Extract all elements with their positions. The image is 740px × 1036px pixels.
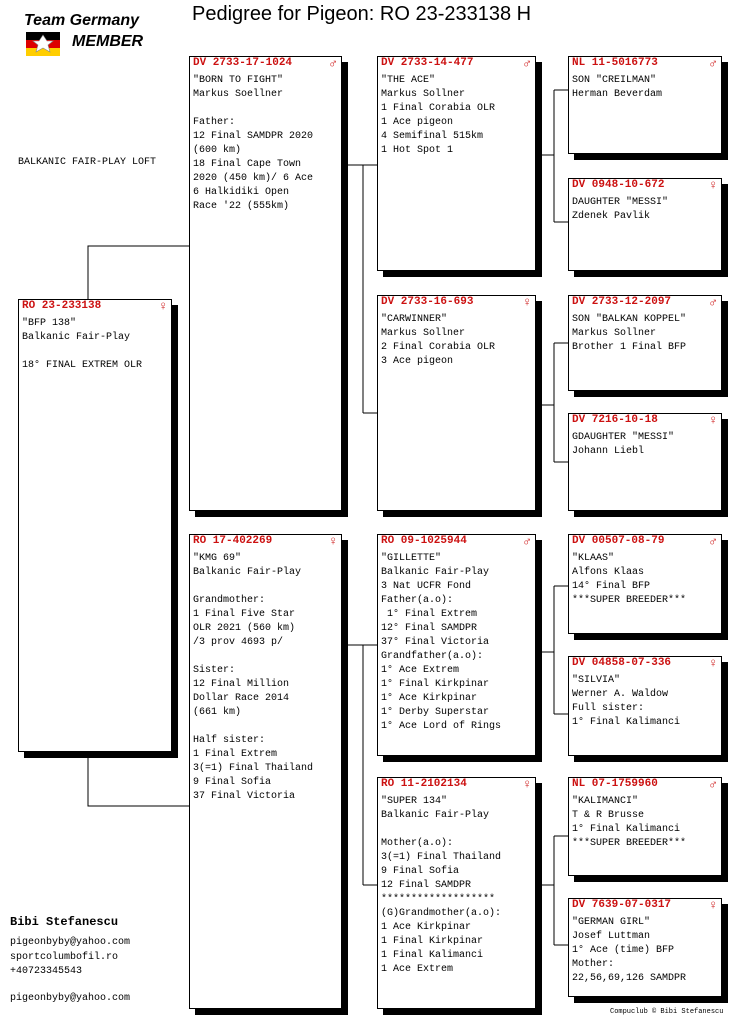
pigeon-detail-line: 1 Ace Extrem <box>381 964 454 975</box>
pigeon-card-sss <box>568 56 722 154</box>
pigeon-detail-line: 1 Ace Kirkpinar <box>381 922 472 933</box>
male-icon: ♂ <box>709 56 717 71</box>
pigeon-detail-line: SON "CREILMAN" <box>572 75 657 86</box>
female-icon: ♀ <box>523 777 531 792</box>
logo-line2: MEMBER <box>72 33 144 50</box>
pigeon-detail-line: 12 Final Million <box>193 679 290 690</box>
pigeon-detail-line: 14° Final BFP <box>572 581 651 592</box>
female-icon: ♀ <box>709 898 717 913</box>
ring-number: NL 07-1759960 <box>572 778 658 790</box>
pigeon-detail-line: Zdenek Pavlik <box>572 211 651 222</box>
ring-number: RO 09-1025944 <box>381 535 467 547</box>
pigeon-detail-line: 1° Final Extrem <box>381 609 478 620</box>
pigeon-detail-line: "SUPER 134" <box>381 796 448 807</box>
pigeon-detail-line: "SILVIA" <box>572 675 621 686</box>
pigeon-detail-line: /3 prov 4693 p/ <box>193 637 284 648</box>
pigeon-detail-line: 12 Final SAMDPR <box>381 880 472 891</box>
pigeon-detail-line: Sister: <box>193 665 236 676</box>
pigeon-detail-line: "KALIMANCI" <box>572 796 639 807</box>
pigeon-detail-line: DAUGHTER "MESSI" <box>572 197 669 208</box>
pigeon-detail-line: Father(a.o): <box>381 595 454 606</box>
pigeon-detail-line: 3 Nat UCFR Fond <box>381 581 472 592</box>
ring-number: DV 2733-16-693 <box>381 296 474 308</box>
pigeon-detail-line: "GERMAN GIRL" <box>572 917 651 928</box>
pigeon-detail-line: 1 Ace pigeon <box>381 117 454 128</box>
pigeon-card-dam-sire <box>377 534 536 756</box>
owner-email[interactable]: pigeonbyby@yahoo.com <box>10 937 131 948</box>
pigeon-detail-line: 1 Final Corabia OLR <box>381 103 496 114</box>
pigeon-detail-line: "BORN TO FIGHT" <box>193 75 284 86</box>
footer-credit: Compuclub © Bibi Stefanescu <box>610 1008 724 1016</box>
pigeon-detail-line <box>193 650 338 664</box>
pigeon-detail-line: 1° Ace Kirkpinar <box>381 693 478 704</box>
pigeon-detail-line <box>22 345 168 359</box>
pigeon-detail-line: 1 Final Extrem <box>193 749 278 760</box>
ring-number: RO 23-233138 <box>22 300 102 312</box>
pigeon-detail-line: "THE ACE" <box>381 75 436 86</box>
pigeon-detail-line: Race '22 (555km) <box>193 201 290 212</box>
pigeon-detail-line: 1 Final Kirkpinar <box>381 936 484 947</box>
pigeon-detail-line: 2020 (450 km)/ 6 Ace <box>193 173 314 184</box>
ring-number: DV 04858-07-336 <box>572 657 672 669</box>
pigeon-detail-line: GDAUGHTER "MESSI" <box>572 432 675 443</box>
owner-contact <box>10 914 190 980</box>
pigeon-card-ssd <box>568 178 722 271</box>
pigeon-details <box>572 795 718 851</box>
pigeon-details <box>572 74 718 102</box>
pigeon-detail-line: 2 Final Corabia OLR <box>381 342 496 353</box>
pigeon-detail-line: 1° Ace Lord of Rings <box>381 721 502 732</box>
pigeon-detail-line: Alfons Klaas <box>572 567 645 578</box>
pigeon-detail-line: Balkanic Fair-Play <box>381 567 490 578</box>
owner-name: Bibi Stefanescu <box>10 915 119 929</box>
pigeon-detail-line: (600 km) <box>193 145 242 156</box>
pigeon-detail-line: 12° Final SAMDPR <box>381 623 478 634</box>
pigeon-details <box>572 431 718 459</box>
pigeon-details <box>572 552 718 608</box>
pigeon-detail-line: T & R Brusse <box>572 810 645 821</box>
pigeon-detail-line: "GILLETTE" <box>381 553 442 564</box>
pigeon-detail-line: Dollar Race 2014 <box>193 693 290 704</box>
pigeon-card-dds <box>568 777 722 876</box>
ring-number: DV 7216-10-18 <box>572 414 658 426</box>
ring-number: DV 00507-08-79 <box>572 535 665 547</box>
ring-number: DV 0948-10-672 <box>572 179 665 191</box>
pigeon-detail-line: 3(=1) Final Thailand <box>193 763 314 774</box>
pigeon-detail-line: 37° Final Victoria <box>381 637 490 648</box>
pigeon-detail-line: "CARWINNER" <box>381 314 448 325</box>
logo-line1: Team Germany <box>24 12 140 29</box>
pigeon-detail-line <box>193 102 338 116</box>
pigeon-card-dss <box>568 534 722 634</box>
male-icon: ♂ <box>523 56 531 71</box>
pigeon-details <box>193 74 338 214</box>
pigeon-detail-line: 18 Final Cape Town <box>193 159 302 170</box>
pigeon-detail-line: 22,56,69,126 SAMDPR <box>572 973 687 984</box>
pigeon-detail-line: 1° Final Kalimanci <box>572 824 681 835</box>
pigeon-detail-line: "KLAAS" <box>572 553 615 564</box>
pigeon-detail-line: 1 Hot Spot 1 <box>381 145 454 156</box>
pigeon-card-sire-sire <box>377 56 536 271</box>
female-icon: ♀ <box>523 295 531 310</box>
female-icon: ♀ <box>709 656 717 671</box>
owner-website[interactable]: sportcolumbofil.ro <box>10 951 119 963</box>
pigeon-detail-line: 1 Final Five Star <box>193 609 296 620</box>
pigeon-detail-line: Johann Liebl <box>572 446 645 457</box>
pigeon-details <box>22 317 168 373</box>
pigeon-detail-line: 6 Halkidiki Open <box>193 187 290 198</box>
male-icon: ♂ <box>523 534 531 549</box>
female-icon: ♀ <box>709 178 717 193</box>
female-icon: ♀ <box>159 299 167 314</box>
pigeon-detail-line: Josef Luttman <box>572 931 651 942</box>
pigeon-card-sdd <box>568 413 722 511</box>
pigeon-detail-line: Full sister: <box>572 703 645 714</box>
pigeon-detail-line <box>193 720 338 734</box>
pigeon-detail-line: Herman Beverdam <box>572 89 663 100</box>
pigeon-card-subject <box>18 299 172 752</box>
pigeon-detail-line: ***SUPER BREEDER*** <box>572 838 687 849</box>
pigeon-detail-line: Markus Sollner <box>381 328 466 339</box>
pigeon-detail-line: 4 Semifinal 515km <box>381 131 484 142</box>
male-icon: ♂ <box>709 534 717 549</box>
pigeon-detail-line: Father: <box>193 117 236 128</box>
ring-number: RO 17-402269 <box>193 535 273 547</box>
pigeon-detail-line: "KMG 69" <box>193 553 242 564</box>
pigeon-detail-line: Balkanic Fair-Play <box>22 332 131 343</box>
pigeon-detail-line: Half sister: <box>193 735 266 746</box>
page-title: Pedigree for Pigeon: RO 23-233138 H <box>192 3 532 25</box>
owner-phone: +40723345543 <box>10 966 83 977</box>
loft-name: BALKANIC FAIR-PLAY LOFT <box>18 157 157 168</box>
pigeon-detail-line: ******************* <box>381 894 496 905</box>
pigeon-detail-line: "BFP 138" <box>22 318 77 329</box>
pigeon-detail-line: 9 Final Sofia <box>381 866 460 877</box>
male-icon: ♂ <box>709 777 717 792</box>
pigeon-detail-line: 1° Derby Superstar <box>381 707 490 718</box>
pigeon-detail-line: (661 km) <box>193 707 242 718</box>
pigeon-detail-line: Balkanic Fair-Play <box>381 810 490 821</box>
pigeon-card-dam-dam <box>377 777 536 1009</box>
pigeon-details <box>572 313 718 355</box>
pigeon-details <box>381 552 532 734</box>
pigeon-detail-line: 1 Final Kalimanci <box>381 950 484 961</box>
pigeon-detail-line: Mother(a.o): <box>381 838 454 849</box>
pigeon-detail-line: 12 Final SAMDPR 2020 <box>193 131 314 142</box>
pigeon-detail-line: 1° Final Kalimanci <box>572 717 681 728</box>
pigeon-detail-line: 1° Ace (time) BFP <box>572 945 675 956</box>
pigeon-details <box>572 196 718 224</box>
pigeon-detail-line: OLR 2021 (560 km) <box>193 623 296 634</box>
pigeon-detail-line: SON "BALKAN KOPPEL" <box>572 314 687 325</box>
pigeon-detail-line: Markus Sollner <box>381 89 466 100</box>
pigeon-detail-line: Grandfather(a.o): <box>381 651 484 662</box>
pigeon-details <box>381 313 532 369</box>
pigeon-detail-line: Werner A. Waldow <box>572 689 669 700</box>
pigeon-details <box>381 74 532 158</box>
pigeon-card-dsd <box>568 656 722 756</box>
pigeon-details <box>381 795 532 977</box>
male-icon: ♂ <box>329 56 337 71</box>
pigeon-card-sire <box>189 56 342 511</box>
pigeon-detail-line: (G)Grandmother(a.o): <box>381 908 502 919</box>
pigeon-details <box>572 916 718 986</box>
female-icon: ♀ <box>709 413 717 428</box>
pigeon-detail-line: Grandmother: <box>193 595 266 606</box>
pigeon-detail-line: Brother 1 Final BFP <box>572 342 687 353</box>
pigeon-detail-line: 9 Final Sofia <box>193 777 272 788</box>
pigeon-detail-line: 37 Final Victoria <box>193 791 296 802</box>
pigeon-detail-line: Balkanic Fair-Play <box>193 567 302 578</box>
ring-number: DV 7639-07-0317 <box>572 899 672 911</box>
female-icon: ♀ <box>329 534 337 549</box>
pigeon-detail-line: ***SUPER BREEDER*** <box>572 595 687 606</box>
pigeon-detail-line <box>381 823 532 837</box>
ring-number: DV 2733-17-1024 <box>193 57 293 69</box>
pigeon-card-sds <box>568 295 722 391</box>
pigeon-card-ddd <box>568 898 722 997</box>
owner-email-secondary[interactable]: pigeonbyby@yahoo.com <box>10 993 131 1004</box>
pigeon-details <box>572 674 718 730</box>
pigeon-card-dam <box>189 534 342 1009</box>
pigeon-details <box>193 552 338 804</box>
pigeon-detail-line: 3 Ace pigeon <box>381 356 454 367</box>
ring-number: RO 11-2102134 <box>381 778 467 790</box>
ring-number: NL 11-5016773 <box>572 57 658 69</box>
pigeon-detail-line: 3(=1) Final Thailand <box>381 852 502 863</box>
pigeon-detail-line: 1° Ace Extrem <box>381 665 460 676</box>
pigeon-card-sire-dam <box>377 295 536 511</box>
pigeon-detail-line <box>193 580 338 594</box>
pigeon-detail-line: Markus Sollner <box>572 328 657 339</box>
ring-number: DV 2733-14-477 <box>381 57 474 69</box>
pigeon-detail-line: 1° Final Kirkpinar <box>381 679 490 690</box>
pigeon-detail-line: Mother: <box>572 959 615 970</box>
pigeon-detail-line: 18° FINAL EXTREM OLR <box>22 360 143 371</box>
male-icon: ♂ <box>709 295 717 310</box>
ring-number: DV 2733-12-2097 <box>572 296 672 308</box>
pigeon-detail-line: Markus Soellner <box>193 89 284 100</box>
